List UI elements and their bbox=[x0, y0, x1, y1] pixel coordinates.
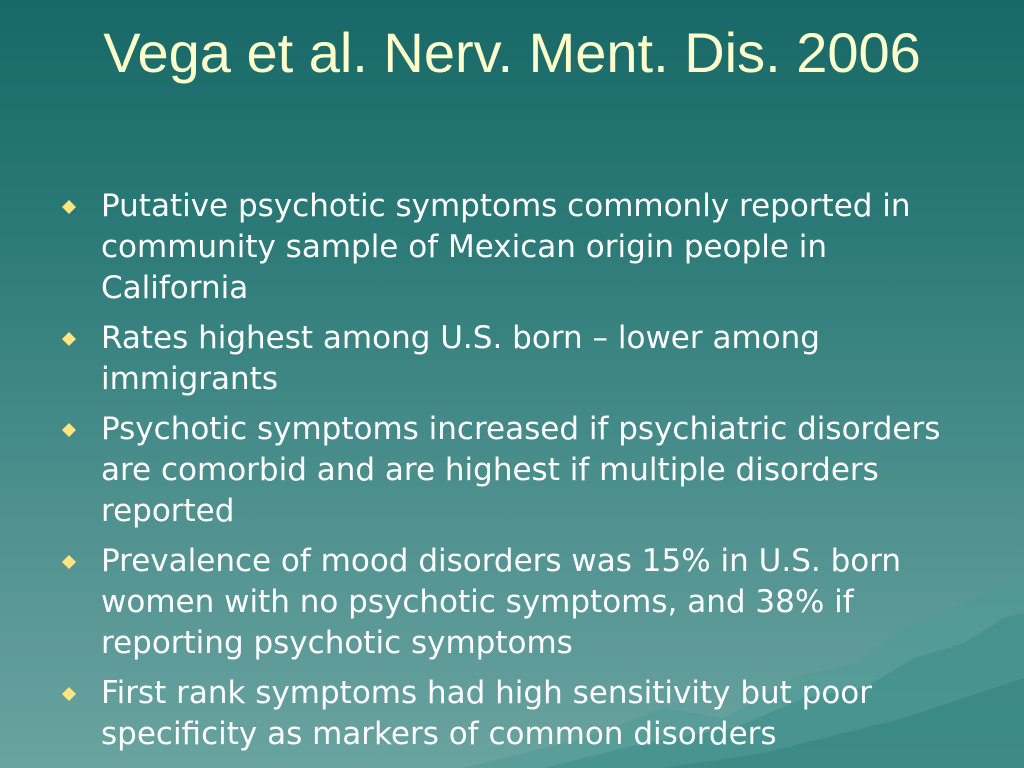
diamond-bullet-icon bbox=[62, 423, 76, 437]
slide-title: Vega et al. Nerv. Ment. Dis. 2006 bbox=[103, 21, 921, 84]
bullet-item bbox=[62, 409, 982, 532]
bullet-item bbox=[62, 318, 982, 400]
bullet-text: Putative psychotic symptoms commonly reported in community sample of Mexican origin people in California bbox=[101, 188, 911, 306]
bullet-text: Psychotic symptoms increased if psychiatric disorders are comorbid and are highest if multiple disorders reported bbox=[101, 411, 941, 529]
diamond-bullet-icon bbox=[62, 200, 76, 214]
bullet-text: Rates highest among U.S. born – lower among immigrants bbox=[101, 320, 820, 397]
diamond-bullet-icon bbox=[62, 687, 76, 701]
bullet-list bbox=[62, 186, 982, 764]
bullet-item bbox=[62, 673, 982, 755]
bullet-text: First rank symptoms had high sensitivity but poor specificity as markers of common disorders bbox=[101, 675, 873, 752]
bullet-item bbox=[62, 186, 982, 309]
diamond-bullet-icon bbox=[62, 332, 76, 346]
bullet-item bbox=[62, 541, 982, 664]
bullet-text: Prevalence of mood disorders was 15% in U.S. born women with no psychotic symptoms, and 38% if reporting psychotic symptoms bbox=[101, 543, 902, 661]
diamond-bullet-icon bbox=[62, 555, 76, 569]
